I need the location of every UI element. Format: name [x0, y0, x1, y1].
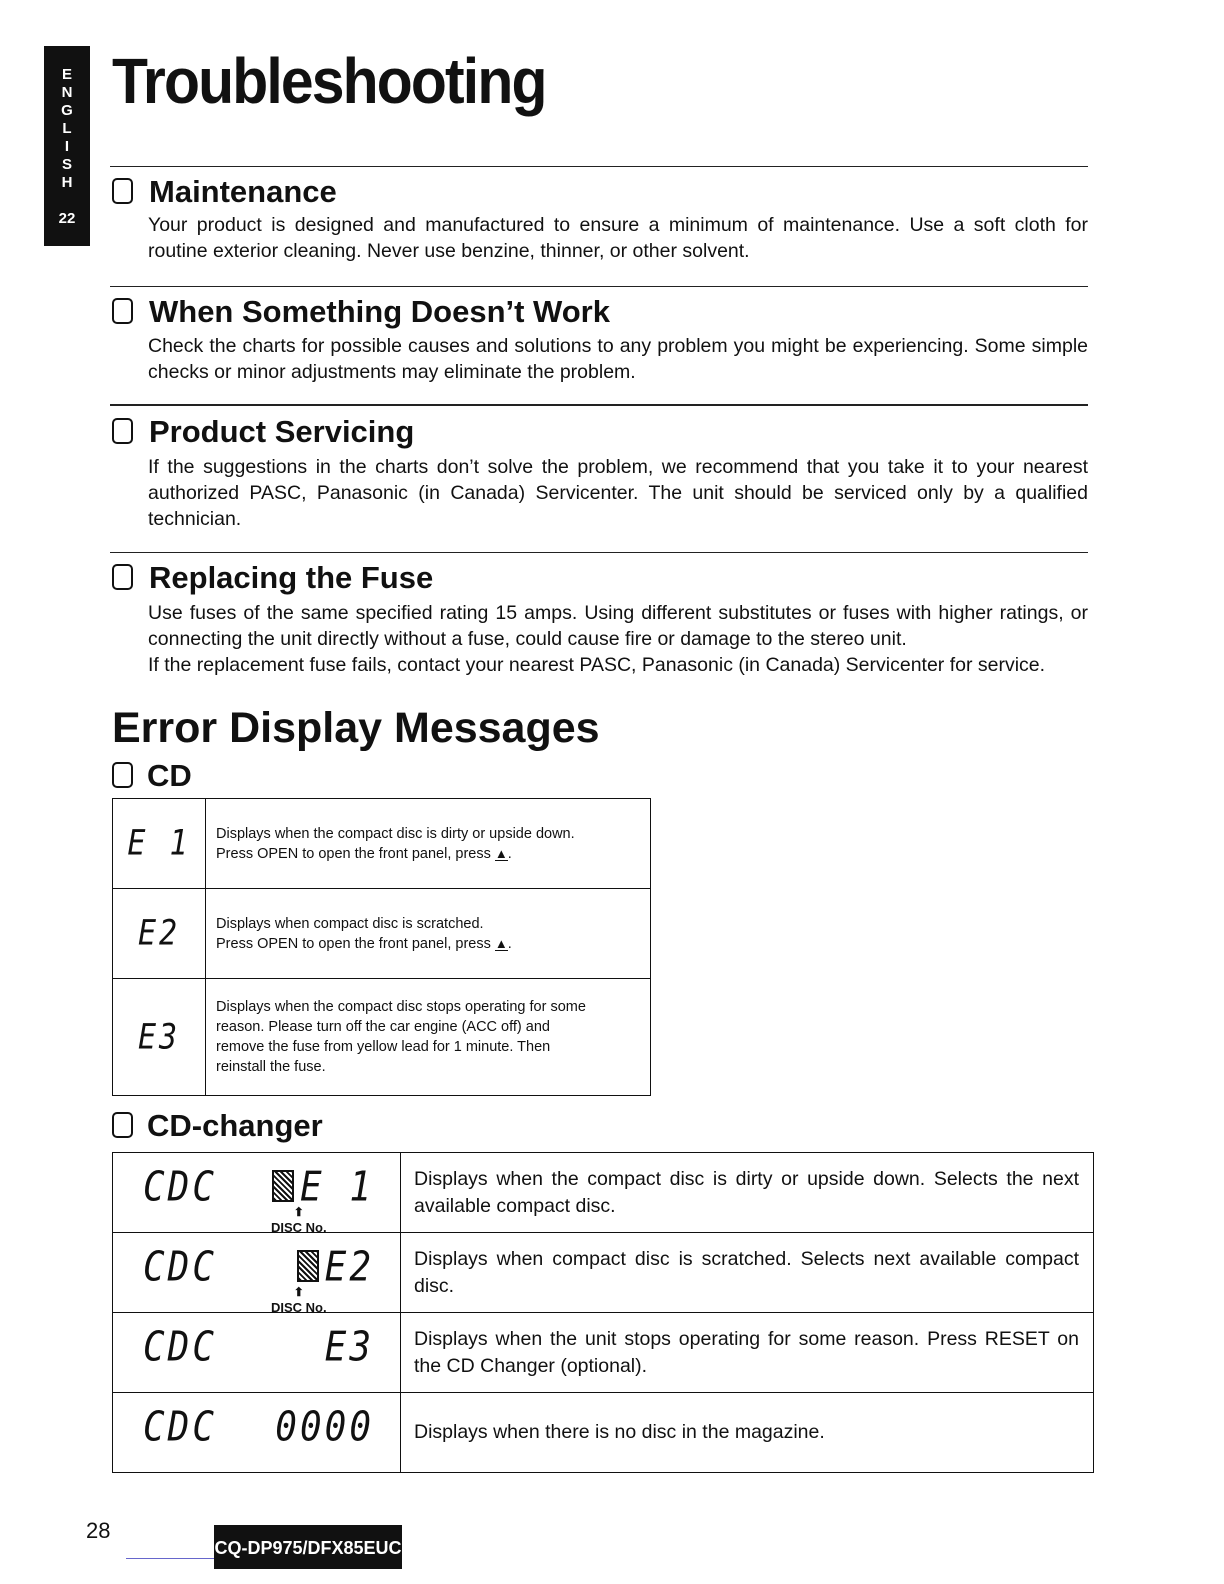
disc-number-segment: [297, 1250, 319, 1282]
section-body-product-servicing: [148, 454, 1088, 532]
model-number-badge: CQ-DP975/DFX85EUC: [214, 1525, 402, 1569]
error-messages-heading: Error Display Messages: [112, 704, 600, 752]
paragraph: Use fuses of the same specified rating 15 amps. Using different substitutes or fuses with higher ratings, or connecting the unit directly without a fuse, could cause fire or damage to the stereo unit.: [148, 602, 1088, 650]
checkbox-icon: [112, 298, 133, 324]
error-code-cell: [113, 799, 206, 889]
section-body-something-doesnt-work: [148, 333, 1088, 385]
section-title-text: Maintenance: [149, 174, 337, 209]
table-row: [113, 1393, 1094, 1473]
section-title-replacing-fuse: [112, 560, 433, 596]
tab-letter: N: [61, 84, 73, 101]
error-code-group: [297, 1243, 374, 1292]
cd-heading: [112, 758, 192, 794]
description-line: Displays when the compact disc stops operating for some: [216, 999, 586, 1015]
up-arrow-icon: ⬆: [293, 1285, 304, 1299]
error-description-cell: Displays when compact disc is scratched. Selects next available compact disc.: [401, 1233, 1094, 1313]
section-title-text: Replacing the Fuse: [149, 560, 434, 595]
error-description-cell: [206, 979, 651, 1096]
description-line: remove the fuse from yellow lead for 1 minute. Then: [216, 1039, 551, 1055]
description-line: reinstall the fuse.: [216, 1059, 326, 1075]
description-line: reason. Please turn off the car engine (ACC off) and: [216, 1019, 550, 1035]
tab-letter: E: [61, 66, 72, 83]
error-code-cell: [113, 979, 206, 1096]
up-arrow-icon: ⬆: [293, 1205, 304, 1219]
error-description-cell: [206, 889, 651, 979]
cd-error-table: [112, 798, 651, 1096]
tab-letter: S: [61, 156, 72, 173]
section-title-text: Product Servicing: [149, 414, 415, 449]
footer-underline: [126, 1558, 216, 1559]
paragraph: Check the charts for possible causes and solutions to any problem you might be experiencing. Some simple checks or minor adjustments may eliminate the problem.: [148, 335, 1088, 383]
checkbox-icon: [112, 1112, 133, 1138]
eject-icon: ▲: [494, 935, 508, 951]
paragraph: If the suggestions in the charts don’t solve the problem, we recommend that you take it to your nearest authorized PASC, Panasonic (in Canada) Servicenter. The unit should be serviced only by a qualified technician.: [148, 456, 1088, 530]
section-body-replacing-fuse: [148, 600, 1088, 678]
section-title-maintenance: [112, 174, 337, 210]
error-description-cell: Displays when the unit stops operating for some reason. Press RESET on the CD Changer (optional).: [401, 1313, 1094, 1393]
disc-label-text: DISC No.: [271, 1300, 327, 1315]
error-description-cell: Displays when there is no disc in the magazine.: [401, 1393, 1094, 1473]
mode-display: CDC: [143, 1243, 218, 1292]
description-text: Press OPEN to open the front panel, press: [216, 845, 491, 862]
error-code-display: E 1: [299, 1163, 374, 1212]
cd-heading-text: CD: [147, 758, 192, 793]
tab-letter: H: [61, 174, 73, 191]
description-line: [216, 844, 638, 864]
error-description-cell: Displays when the compact disc is dirty or upside down. Selects the next available compact disc.: [401, 1153, 1094, 1233]
disc-number-segment: [272, 1170, 294, 1202]
disc-label-text: DISC No.: [271, 1220, 327, 1235]
section-body-maintenance: [148, 212, 1088, 264]
table-row: [113, 979, 651, 1096]
section-divider: [110, 286, 1088, 287]
checkbox-icon: [112, 564, 133, 590]
description-line: [216, 934, 638, 954]
checkbox-icon: [112, 762, 133, 788]
mode-display: CDC: [143, 1403, 218, 1452]
language-tab-number: 22: [58, 210, 76, 227]
page-title: Troubleshooting: [112, 45, 546, 117]
error-code-cell: [113, 1393, 401, 1473]
error-description-cell: [206, 799, 651, 889]
section-divider: [110, 404, 1088, 406]
error-code-display: 0000: [275, 1403, 374, 1452]
error-code-cell: [113, 1153, 401, 1233]
cd-changer-heading: [112, 1108, 323, 1144]
language-letters: [44, 46, 90, 192]
disc-number-label: [271, 1287, 327, 1315]
table-row: [113, 1153, 1094, 1233]
error-code-display: E 1: [127, 823, 191, 864]
paragraph: If the replacement fuse fails, contact your nearest PASC, Panasonic (in Canada) Servicenter for service.: [148, 654, 1046, 676]
mode-display: CDC: [143, 1163, 218, 1212]
error-code-display: E3: [137, 1016, 181, 1058]
table-row: [113, 1313, 1094, 1393]
eject-icon: ▲: [494, 845, 508, 861]
tab-letter: G: [61, 102, 73, 119]
error-code-display: E2: [324, 1243, 374, 1292]
error-code-cell: [113, 889, 206, 979]
section-title-product-servicing: [112, 414, 414, 450]
error-code-cell: [113, 1313, 401, 1393]
checkbox-icon: [112, 418, 133, 444]
table-row: [113, 1233, 1094, 1313]
description-line: Displays when compact disc is scratched.: [216, 915, 484, 932]
tab-letter: I: [64, 138, 70, 155]
tab-letter: L: [62, 120, 72, 137]
page-number: 28: [86, 1518, 111, 1543]
description-tail: .: [507, 935, 512, 952]
checkbox-icon: [112, 178, 133, 204]
error-code-cell: [113, 1233, 401, 1313]
section-title-text: When Something Doesn’t Work: [149, 294, 610, 329]
description-tail: .: [507, 845, 512, 862]
disc-number-label: [271, 1207, 327, 1235]
error-code-display: E2: [137, 913, 181, 954]
section-title-something-doesnt-work: [112, 294, 610, 330]
error-code-display: E3: [324, 1323, 374, 1372]
section-divider: [110, 552, 1088, 553]
table-row: [113, 799, 651, 889]
table-row: [113, 889, 651, 979]
mode-display: CDC: [143, 1323, 218, 1372]
paragraph: Your product is designed and manufactured to ensure a minimum of maintenance. Use a soft cloth for routine exterior cleaning. Never use benzine, thinner, or other solvent.: [148, 214, 1088, 262]
language-tab: [44, 46, 90, 246]
description-text: Press OPEN to open the front panel, press: [216, 935, 491, 952]
cd-changer-error-table: [112, 1152, 1094, 1473]
cd-changer-heading-text: CD-changer: [147, 1108, 323, 1143]
section-divider: [110, 166, 1088, 167]
description-line: Displays when the compact disc is dirty or upside down.: [216, 825, 575, 842]
error-code-group: [272, 1163, 374, 1212]
